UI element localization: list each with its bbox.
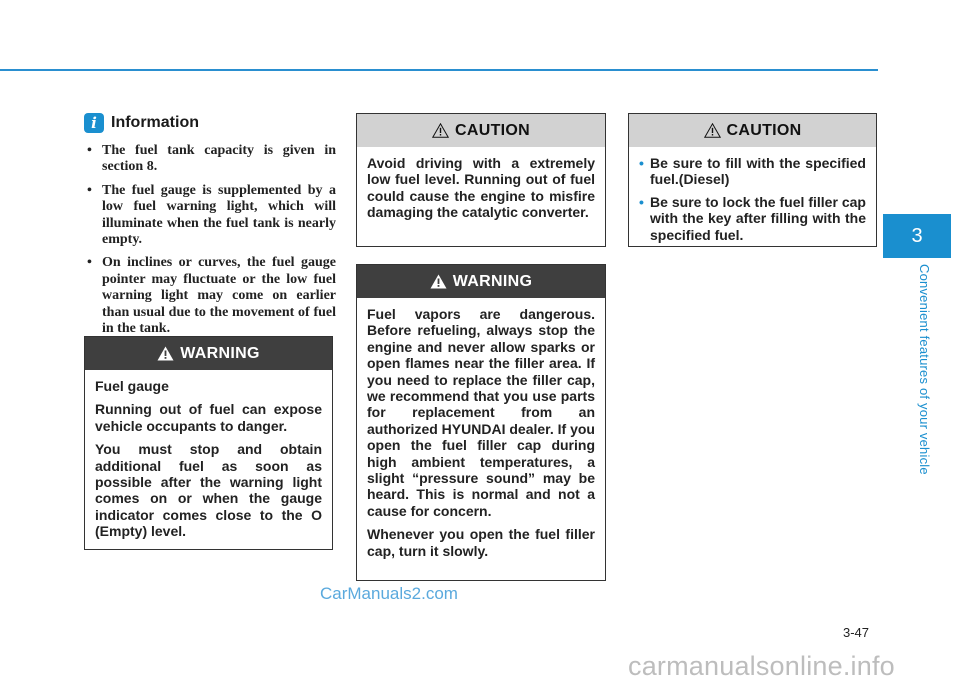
- list-item: • On inclines or curves, the fuel gauge pointer may fluctuate or the low fuel warning light may come on earlier than usual due to the movement of fuel in the tank.: [84, 255, 336, 337]
- information-list: [84, 143, 336, 344]
- chapter-title: Convenient features of your vehicle: [917, 264, 932, 475]
- page-number: 3-47: [843, 625, 870, 640]
- list-item: • Be sure to lock the fuel filler cap with the key after filling with the specified fuel.: [639, 194, 866, 243]
- warning-paragraph: Fuel vapors are dangerous. Before refueling, always stop the engine and never allow sparks or open flames near the filler area. If you need to replace the filler cap, we recommend that you use parts for replacement from an authorized HYUNDAI dealer. If you open the fuel filler cap during high ambient temperatures, a slight “pressure sound” may be heard. This is normal and not a cause for concern.: [367, 306, 595, 519]
- caution-label: CAUTION: [726, 121, 802, 139]
- chapter-number-tab[interactable]: 3: [883, 214, 951, 258]
- caution-text: Avoid driving with a extremely low fuel level. Running out of fuel could cause the engine to misfire damaging the catalytic converter.: [367, 155, 595, 221]
- warning-label: WARNING: [452, 272, 533, 290]
- info-icon: i: [84, 113, 104, 133]
- warning-box-fuel-gauge: [84, 336, 333, 550]
- warning-paragraph: You must stop and obtain additional fuel as soon as possible after the warning light comes on or when the gauge indicator comes close to the O (Empty) level.: [95, 441, 322, 540]
- information-header: [84, 113, 199, 133]
- footer-watermark: carmanualsonline.info: [628, 651, 895, 681]
- warning-label: WARNING: [180, 344, 260, 362]
- warning-triangle-icon: [430, 274, 447, 289]
- caution-header: [629, 114, 876, 147]
- caution-box-low-fuel: [356, 113, 606, 247]
- warning-body: [357, 298, 605, 559]
- warning-paragraph: Whenever you open the fuel filler cap, turn it slowly.: [367, 526, 595, 559]
- warning-body: [85, 370, 332, 540]
- warning-paragraph: Running out of fuel can expose vehicle occupants to danger.: [95, 401, 322, 434]
- list-item: • Be sure to fill with the specified fuel.(Diesel): [639, 155, 866, 188]
- caution-header: [357, 114, 605, 147]
- warning-header: [85, 337, 332, 370]
- caution-body: [357, 147, 605, 221]
- list-item: • The fuel gauge is supplemented by a low fuel warning light, which will illuminate when the fuel tank is nearly empty.: [84, 183, 336, 249]
- caution-body: [629, 147, 876, 243]
- list-item: • The fuel tank capacity is given in section 8.: [84, 143, 336, 176]
- top-rule: [0, 69, 878, 71]
- information-title: Information: [111, 114, 199, 131]
- caution-triangle-icon: [704, 123, 721, 138]
- caution-label: CAUTION: [455, 121, 530, 139]
- watermark-link[interactable]: CarManuals2.com: [320, 584, 458, 603]
- warning-header: [357, 265, 605, 298]
- caution-triangle-icon: [432, 123, 449, 138]
- caution-list: [639, 155, 866, 243]
- warning-triangle-icon: [157, 346, 174, 361]
- warning-box-fuel-vapors: [356, 264, 606, 581]
- warning-heading: Fuel gauge: [95, 378, 169, 394]
- caution-box-fuel: [628, 113, 877, 247]
